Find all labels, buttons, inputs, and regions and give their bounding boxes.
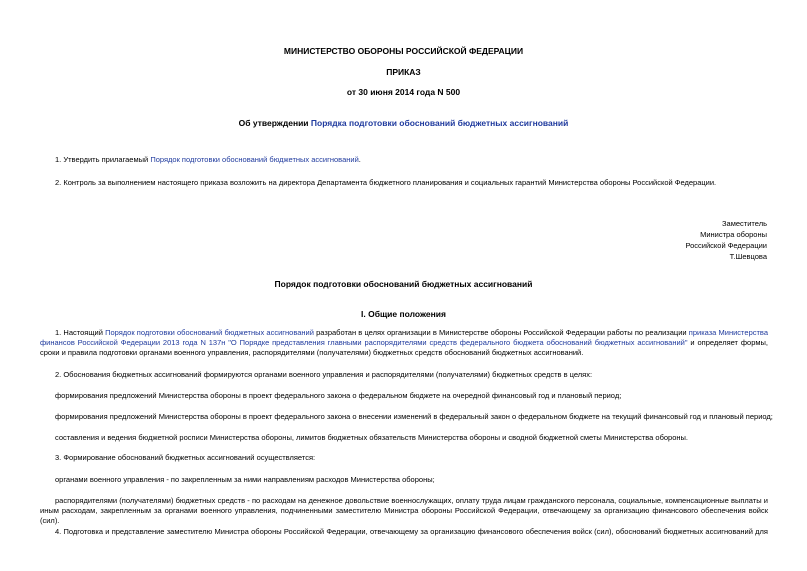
procedure-p1-text-a: 1. Настоящий [55, 328, 106, 337]
procedure-paragraph-2: 2. Обоснования бюджетных ассигнований формируются органами военного управления и распорядителями (получателями) бюджетных средств в целях: [55, 370, 593, 379]
signature-line-2: Министра обороны [700, 230, 767, 239]
signature-line-4: Т.Шевцова [729, 252, 767, 261]
order-p1-link[interactable]: Порядок подготовки обоснований бюджетных ассигнований [150, 155, 359, 164]
order-title-link[interactable]: Порядка подготовки обоснований бюджетных ассигнований [310, 118, 569, 128]
procedure-p1-text-c: и определяет формы, сроки и правила подготовки органами военного управления, распорядителями (получателями) бюджетных средств обоснований бюджетных ассигнований. [40, 338, 768, 357]
signature-block [685, 219, 767, 262]
procedure-p1-link-1[interactable]: Порядок подготовки обоснований бюджетных ассигнований [105, 328, 314, 337]
procedure-p3-item-1: органами военного управления - по закрепленным за ними направлениям расходов Министерства обороны; [55, 475, 435, 484]
order-paragraph-2: 2. Контроль за выполнением настоящего приказа возложить на директора Департамента бюджетного планирования и социальных гарантий Министерства обороны Российской Федерации. [55, 178, 717, 187]
signature-line-3: Российской Федерации [685, 241, 767, 250]
procedure-p2-item-3: составления и ведения бюджетной росписи Министерства обороны, лимитов бюджетных обязательств Министерства обороны и сводной бюджетной сметы Министерства обороны. [55, 433, 689, 442]
procedure-paragraph-3: 3. Формирование обоснований бюджетных ассигнований осуществляется: [55, 453, 316, 462]
procedure-paragraph-1 [40, 328, 768, 358]
procedure-title: Порядок подготовки обоснований бюджетных ассигнований [274, 279, 533, 289]
order-title-prefix: Об утверждении [238, 118, 311, 128]
order-p1-prefix: 1. Утвердить прилагаемый [55, 155, 151, 164]
ministry-heading: МИНИСТЕРСТВО ОБОРОНЫ РОССИЙСКОЙ ФЕДЕРАЦИИ [283, 46, 524, 56]
order-paragraph-1 [55, 155, 361, 165]
date-number-heading: от 30 июня 2014 года N 500 [346, 87, 461, 97]
procedure-p2-item-1: формирования предложений Министерства обороны в проект федерального закона о федеральном бюджете на очередной финансовый год и плановый период; [55, 391, 622, 400]
procedure-p1-text-b: разработан в целях организации в Министерстве обороны Российской Федерации работы по реализации [313, 328, 689, 337]
section-1-heading: I. Общие положения [361, 309, 446, 319]
signature-line-1: Заместитель [722, 219, 767, 228]
procedure-paragraph-4: 4. Подготовка и представление заместителю Министра обороны Российской Федерации, отвечающему за организацию финансового обеспечения войск (сил), обоснований бюджетных ассигнований для [55, 527, 768, 536]
order-title [0, 118, 807, 128]
procedure-p2-item-2: формирования предложений Министерства обороны в проект федерального закона о внесении изменений в федеральный закон о федеральном бюджете на текущий финансовый год и плановый период; [55, 412, 773, 421]
order-p1-suffix: . [358, 155, 361, 164]
doc-type-heading: ПРИКАЗ [386, 67, 421, 77]
procedure-p1-link-2[interactable]: приказа Министерства финансов Российской Федерации 2013 года N 137н "О Порядке представления главными распорядителями средств федерального бюджета обоснований бюджетных ассигнований" [40, 328, 768, 347]
procedure-p3-item-2: распорядителями (получателями) бюджетных средств - по расходам на денежное довольствие военнослужащих, оплату труда лицам гражданского персонала, социальные, компенсационные выплаты и иным расходам, закрепленным за органами военного управления, подчиненными заместителю Министра обороны Российской Федерации, отвечающему за организацию финансового обеспечения войск (сил). [40, 496, 768, 525]
